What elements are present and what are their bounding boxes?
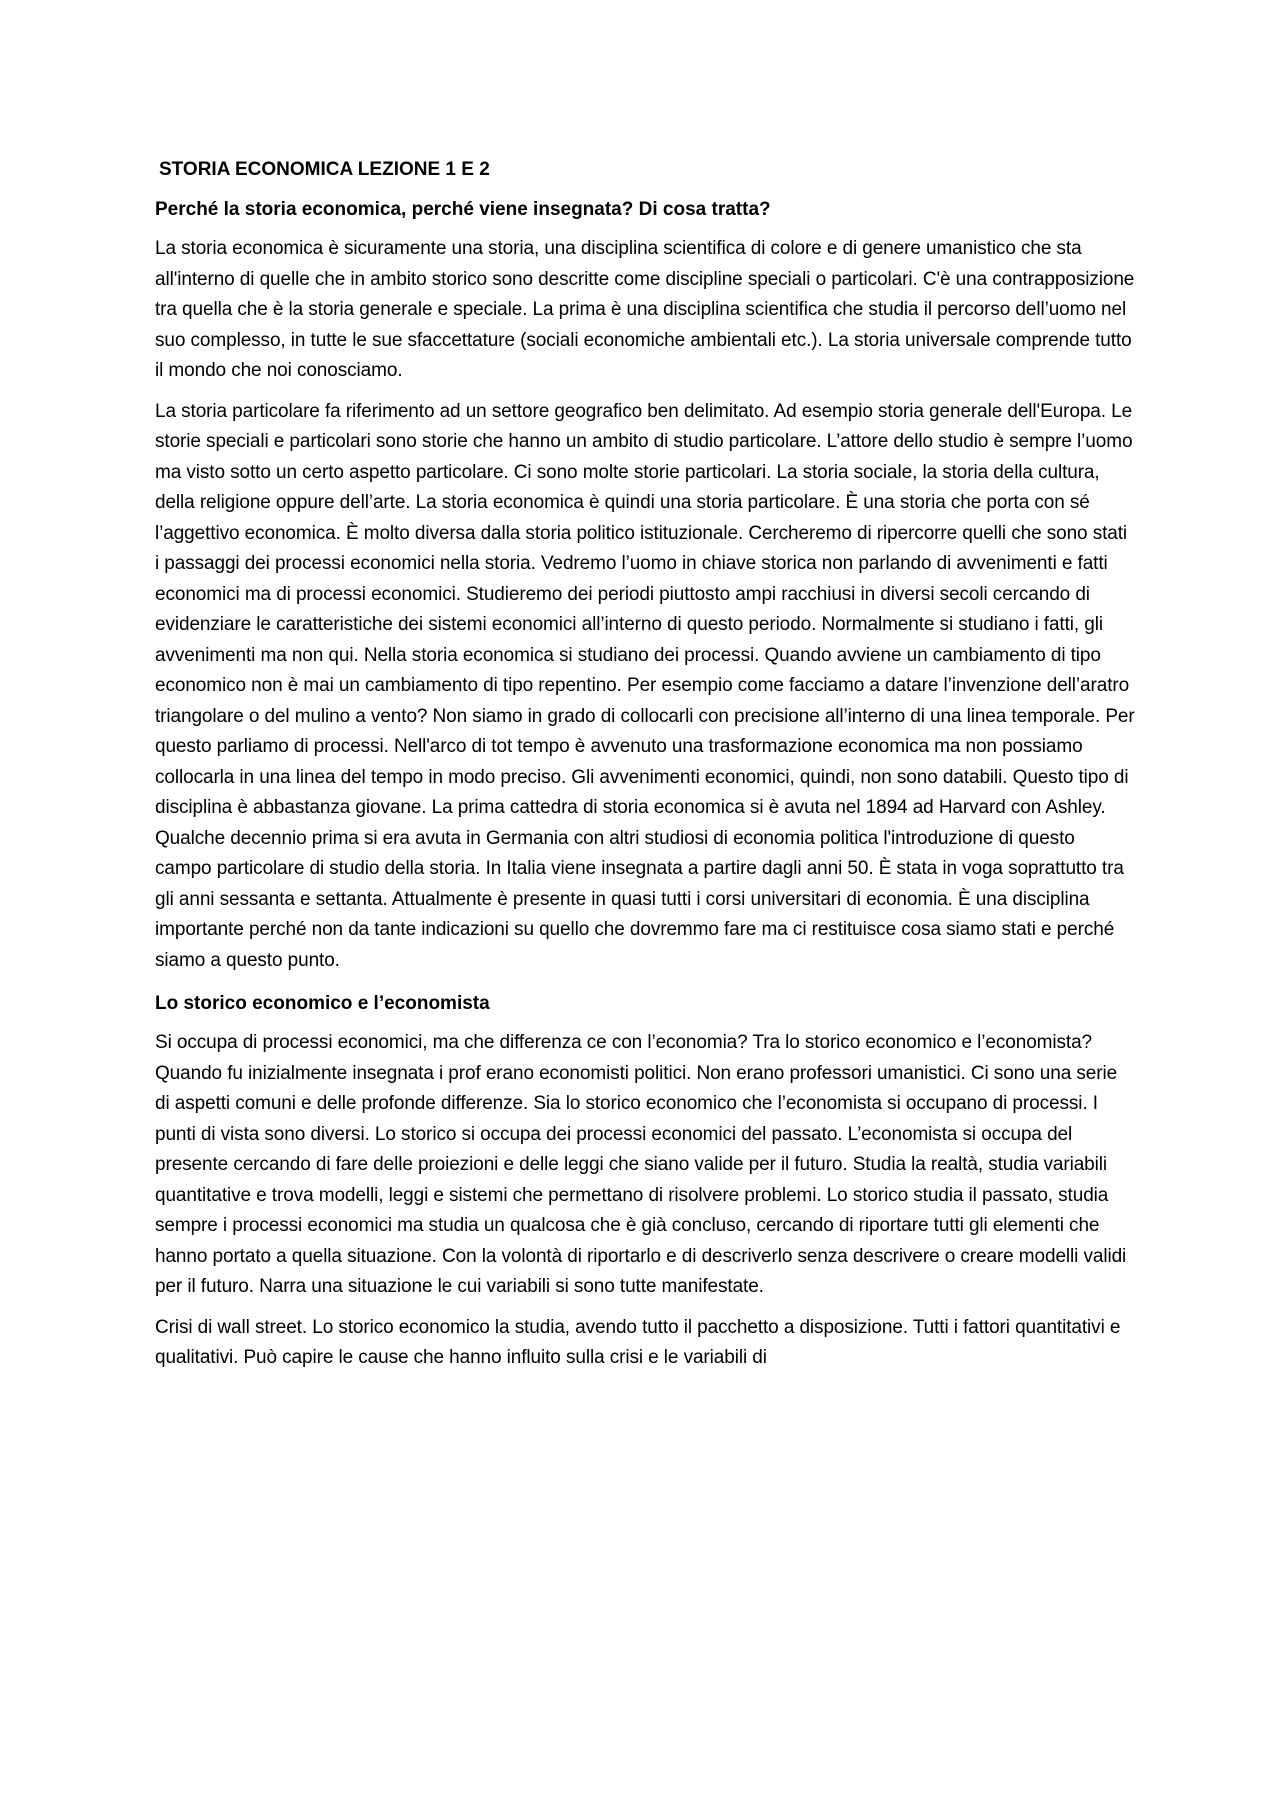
paragraph: Si occupa di processi economici, ma che differenza ce con l’economia? Tra lo storico economico e l’economista? Quando fu inizialmente insegnata i prof erano economisti politici. Non erano professori umanistici. Ci sono una serie di aspetti comuni e delle profonde differenze. Sia lo storico economico che l’economista si occupano di processi. I punti di vista sono diversi. Lo storico si occupa dei processi economici del passato. L’economista si occupa del presente cercando di fare delle proiezioni e delle leggi che siano valide per il futuro. Studia la realtà, studia variabili quantitative e trova modelli, leggi e sistemi che permettano di risolvere problemi. Lo storico studia il passato, studia sempre i processi economici ma studia un qualcosa che è già concluso, cercando di riportare tutti gli elementi che hanno portato a quella situazione. Con la volontà di riportarlo e di descriverlo senza descrivere o creare modelli validi per il futuro. Narra una situazione le cui variabili si sono tutte manifestate. [155, 1032, 1127, 1297]
section-heading-why-economic-history: Perché la storia economica, perché viene insegnata? Di cosa tratta? [155, 199, 771, 220]
document-title: STORIA ECONOMICA LEZIONE 1 E 2 [159, 159, 490, 180]
paragraph: Crisi di wall street. Lo storico economico la studia, avendo tutto il pacchetto a disposizione. Tutti i fattori quantitativi e qualitativi. Può capire le cause che hanno influito sulla crisi e le variabili di [155, 1316, 1121, 1368]
paragraph: La storia economica è sicuramente una storia, una disciplina scientifica di colore e di genere umanistico che sta all'interno di quelle che in ambito storico sono descritte come discipline speciali o particolari. C'è una contrapposizione tra quella che è la storia generale e speciale. La prima è una disciplina scientifica che studia il percorso dell’uomo nel suo complesso, in tutte le sue sfaccettature (sociali economiche ambientali etc.). La storia universale comprende tutto il mondo che noi conosciamo. [155, 238, 1135, 381]
section-heading-historian-vs-economist: Lo storico economico e l’economista [155, 993, 490, 1014]
document-body [155, 152, 1135, 1384]
paragraph: La storia particolare fa riferimento ad un settore geografico ben delimitato. Ad esempio storia generale dell'Europa. Le storie speciali e particolari sono storie che hanno un ambito di studio particolare. L’attore dello studio è sempre l’uomo ma visto sotto un certo aspetto particolare. Ci sono molte storie particolari. La storia sociale, la storia della cultura, della religione oppure dell’arte. La storia economica è quindi una storia particolare. È una storia che porta con sé l’aggettivo economica. È molto diversa dalla storia politico istituzionale. Cercheremo di ripercorre quelli che sono stati i passaggi dei processi economici nella storia. Vedremo l’uomo in chiave storica non parlando di avvenimenti e fatti economici ma di processi economici. Studieremo dei periodi piuttosto ampi racchiusi in diversi secoli cercando di evidenziare le caratteristiche dei sistemi economici all’interno di questo periodo. Normalmente si studiano i fatti, gli avvenimenti ma non qui. Nella storia economica si studiano dei processi. Quando avviene un cambiamento di tipo economico non è mai un cambiamento di tipo repentino. Per esempio come facciamo a datare l’invenzione dell’aratro triangolare o del mulino a vento? Non siamo in grado di collocarli con precisione all’interno di una linea temporale. Per questo parliamo di processi. Nell'arco di tot tempo è avvenuto una trasformazione economica ma non possiamo collocarla in una linea del tempo in modo preciso. Gli avvenimenti economici, quindi, non sono databili. Questo tipo di disciplina è abbastanza giovane. La prima cattedra di storia economica si è avuta nel 1894 ad Harvard con Ashley. Qualche decennio prima si era avuta in Germania con altri studiosi di economia politica l'introduzione di questo campo particolare di studio della storia. In Italia viene insegnata a partire dagli anni 50. È stata in voga soprattutto tra gli anni sessanta e settanta. Attualmente è presente in quasi tutti i corsi universitari di economia. È una disciplina importante perché non da tante indicazioni su quello che dovremmo fare ma ci restituisce cosa siamo stati e perché siamo a questo punto. [155, 400, 1135, 971]
